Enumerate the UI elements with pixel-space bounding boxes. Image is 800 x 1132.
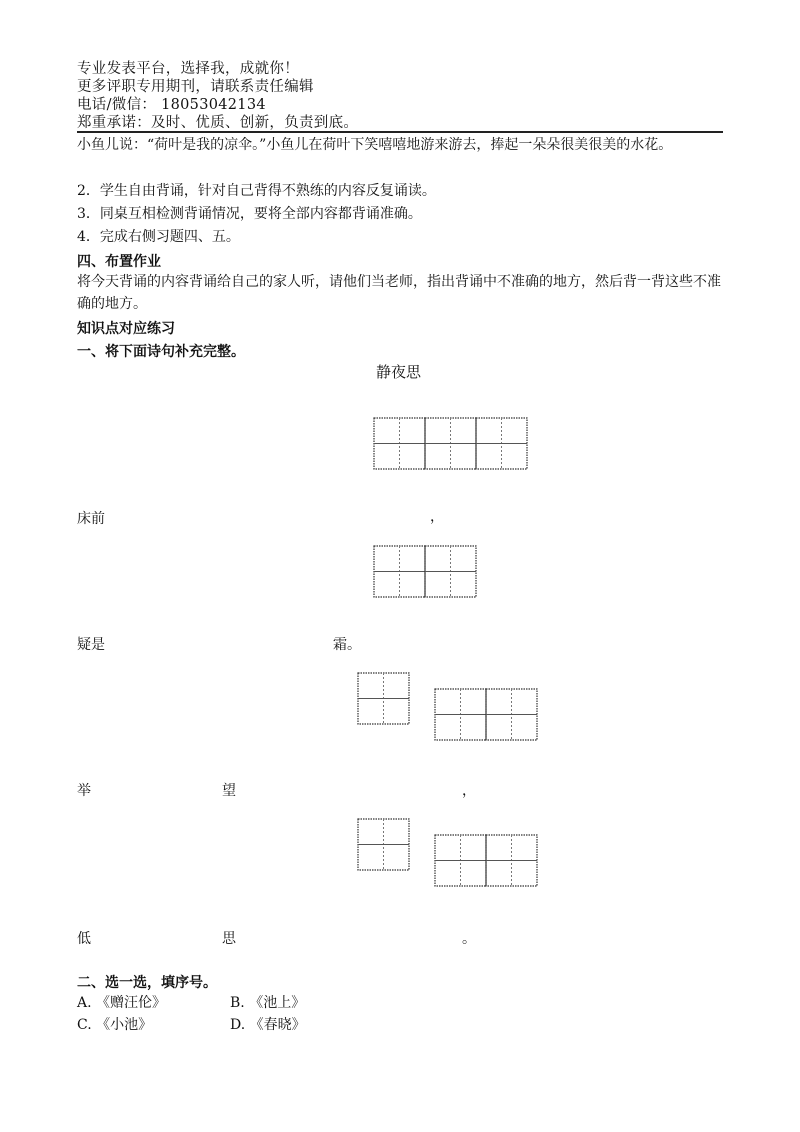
option-c: C. 《小池》 [77, 1017, 153, 1033]
poem-line-3-start: 举 [77, 783, 91, 799]
poem-line-4-start: 低 [77, 931, 91, 947]
intro-paragraph: 小鱼儿说：“荷叶是我的凉伞。”小鱼儿在荷叶下笑嘻嘻地游来游去，捧起一朵朵很美很美的水花。 [77, 137, 673, 153]
writing-grid [434, 834, 538, 887]
option-b: B. 《池上》 [230, 995, 306, 1011]
question-1-title: 一、将下面诗句补充完整。 [77, 344, 245, 360]
header-divider [77, 131, 723, 133]
homework-paragraph: 将今天背诵的内容背诵给自己的家人听，请他们当老师，指出背诵中不准确的地方，然后背一背这些不准确的地方。 [77, 274, 721, 312]
step-2: 2．学生自由背诵，针对自己背得不熟练的内容反复诵读。 [77, 183, 436, 199]
poem-line-3-end: ， [462, 783, 476, 799]
header-line-2: 更多评职专用期刊，请联系责任编辑 [77, 79, 314, 95]
option-d: D. 《春晓》 [230, 1017, 306, 1033]
poem-line-1-start: 床前 [77, 511, 105, 527]
poem-line-2-start: 疑是 [77, 637, 105, 653]
writing-grid [434, 688, 538, 741]
practice-title: 知识点对应练习 [77, 321, 175, 337]
writing-grid [357, 672, 410, 725]
option-a: A. 《赠汪伦》 [77, 995, 167, 1011]
section-4-title: 四、布置作业 [77, 254, 161, 270]
poem-line-1-end: ， [430, 509, 444, 525]
poem-line-2-end: 霜。 [333, 637, 361, 653]
poem-line-4-end: 。 [462, 931, 476, 947]
question-2-title: 二、选一选，填序号。 [77, 975, 217, 991]
header-line-1: 专业发表平台，选择我，成就你！ [77, 61, 299, 77]
header-line-4: 郑重承诺：及时、优质、创新，负责到底。 [77, 115, 359, 131]
poem-title: 静夜思 [376, 363, 422, 381]
writing-grid [373, 417, 528, 470]
header-line-3: 电话/微信： 18053042134 [77, 97, 266, 113]
poem-line-4-mid: 思 [222, 931, 236, 947]
step-4: 4．完成右侧习题四、五。 [77, 229, 240, 245]
step-3: 3．同桌互相检测背诵情况，要将全部内容都背诵准确。 [77, 206, 422, 222]
poem-line-3-mid: 望 [222, 783, 236, 799]
writing-grid [373, 545, 477, 598]
writing-grid [357, 818, 410, 871]
